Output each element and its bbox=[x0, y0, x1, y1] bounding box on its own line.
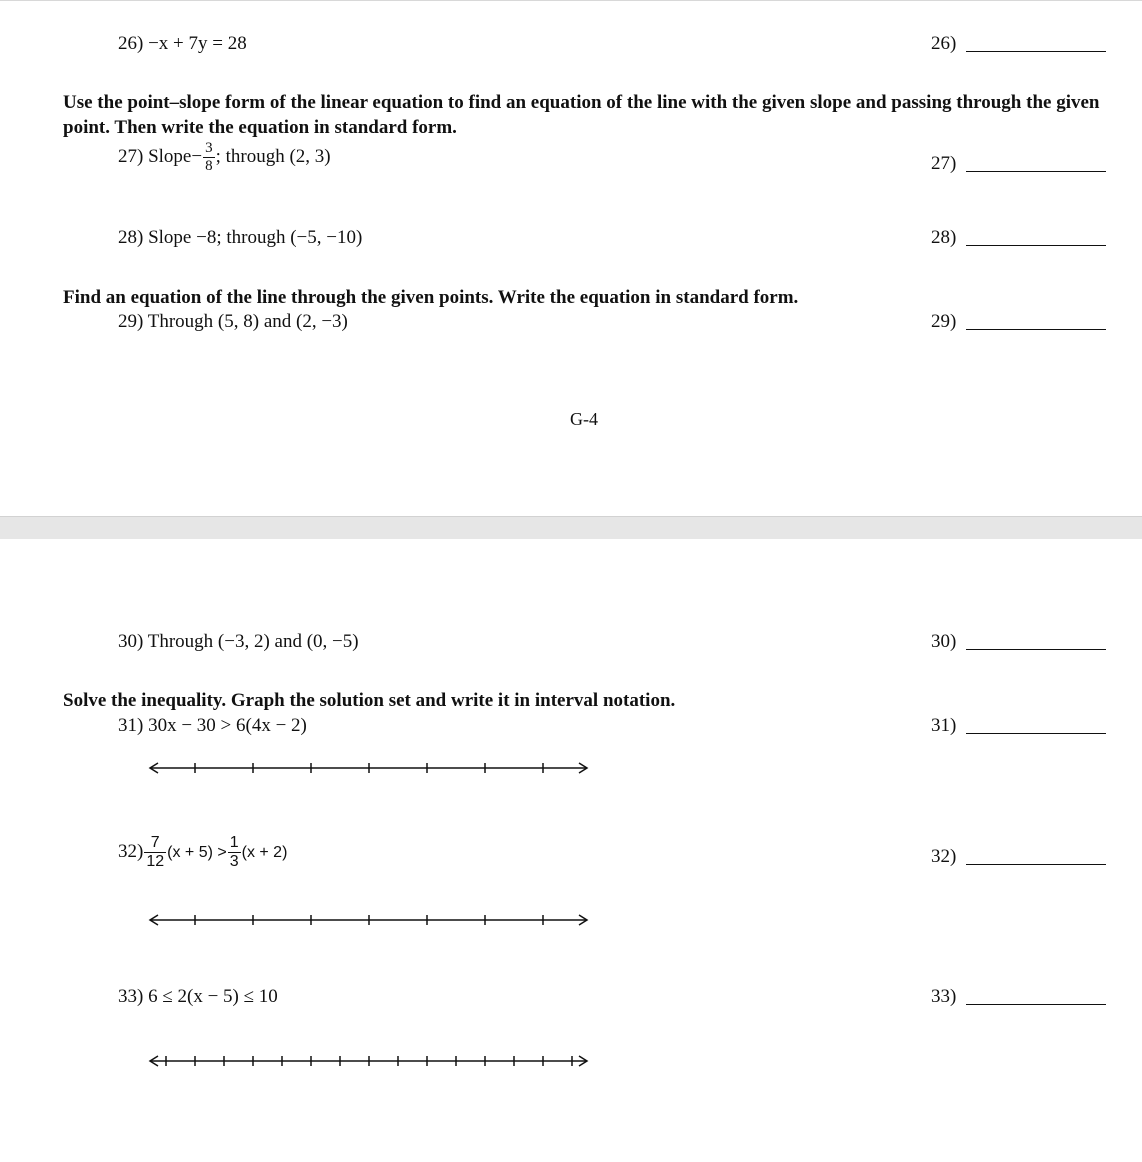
problem-26: 26) −x + 7y = 28 bbox=[118, 33, 247, 54]
page-footer: G-4 bbox=[570, 409, 598, 429]
fraction-denominator: 12 bbox=[146, 853, 165, 870]
fraction-numerator: 1 bbox=[229, 834, 239, 851]
problem-27-suffix: ; through (2, 3) bbox=[215, 145, 331, 167]
fraction-numerator: 7 bbox=[144, 835, 166, 853]
problem-30: 30) Through (−3, 2) and (0, −5) bbox=[118, 631, 359, 652]
worksheet-page-1 bbox=[0, 0, 1142, 517]
problem-32 bbox=[118, 835, 287, 870]
answer-line-33 bbox=[966, 1004, 1106, 1005]
answer-line-29 bbox=[966, 329, 1106, 330]
problem-28: 28) Slope −8; through (−5, −10) bbox=[118, 227, 363, 248]
problem-33: 33) 6 ≤ 2(x − 5) ≤ 10 bbox=[118, 986, 278, 1007]
instruction-point-slope: Use the point–slope form of the linear equation to find an equation of the line with the given slope and passing through the given point. Then write the equation in standard form. bbox=[63, 92, 1100, 138]
answer-line-26 bbox=[966, 51, 1106, 52]
slope-fraction bbox=[203, 141, 215, 174]
number-line-32[interactable] bbox=[150, 915, 587, 925]
answer-line-32 bbox=[966, 864, 1106, 865]
answer-label-30: 30) bbox=[931, 631, 957, 652]
answer-label-26: 26) bbox=[931, 33, 957, 54]
fraction-numerator: 3 bbox=[205, 140, 213, 156]
fraction-denominator: 8 bbox=[205, 158, 213, 174]
fraction-1-3 bbox=[228, 835, 241, 870]
instruction-inequality: Solve the inequality. Graph the solution set and write it in interval notation. bbox=[63, 690, 676, 711]
problem-27 bbox=[118, 141, 331, 174]
answer-label-29: 29) bbox=[931, 311, 957, 332]
problem-32-end: (x + 2) bbox=[241, 843, 288, 861]
problem-29: 29) Through (5, 8) and (2, −3) bbox=[118, 311, 348, 332]
number-line-31[interactable] bbox=[150, 763, 587, 773]
answer-label-33: 33) bbox=[931, 986, 957, 1007]
answer-label-27: 27) bbox=[931, 153, 957, 174]
answer-line-28 bbox=[966, 245, 1106, 246]
fraction-denominator: 3 bbox=[229, 853, 239, 870]
number-line-33[interactable] bbox=[150, 1056, 587, 1066]
answer-label-32: 32) bbox=[931, 846, 957, 867]
page-separator bbox=[0, 516, 1142, 540]
instruction-two-points: Find an equation of the line through the given points. Write the equation in standard form. bbox=[63, 287, 799, 308]
problem-32-label: 32) bbox=[118, 840, 144, 862]
problem-31: 31) 30x − 30 > 6(4x − 2) bbox=[118, 715, 307, 736]
answer-label-31: 31) bbox=[931, 715, 957, 736]
answer-line-27 bbox=[966, 171, 1106, 172]
answer-label-28: 28) bbox=[931, 227, 957, 248]
fraction-7-12 bbox=[144, 835, 166, 870]
problem-27-prefix: 27) Slope− bbox=[118, 145, 203, 167]
worksheet-page-2 bbox=[0, 539, 1142, 1162]
problem-32-middle: (x + 5) > bbox=[167, 843, 227, 861]
